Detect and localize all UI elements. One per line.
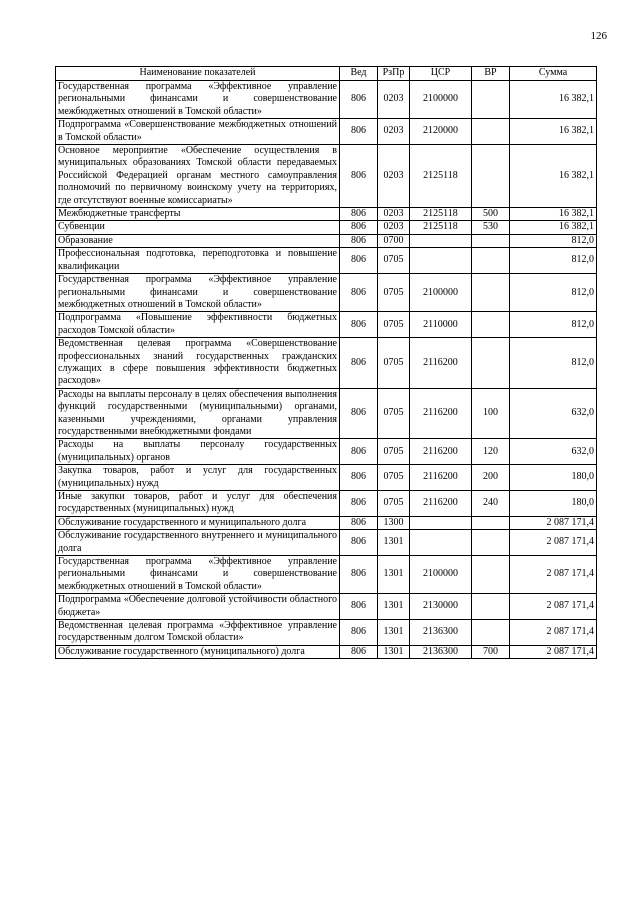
row-ved: 806 <box>340 312 378 338</box>
row-csr: 2116200 <box>410 439 472 465</box>
header-vr: ВР <box>472 67 510 81</box>
row-name: Обслуживание государственного (муниципального) долга <box>56 645 340 658</box>
table-row <box>56 388 597 439</box>
row-vr: 700 <box>472 645 510 658</box>
row-ved: 806 <box>340 465 378 491</box>
header-sum: Сумма <box>510 67 597 81</box>
row-csr: 2125118 <box>410 221 472 234</box>
row-csr: 2100000 <box>410 81 472 119</box>
row-rzpr: 0203 <box>378 145 410 208</box>
row-csr <box>410 516 472 529</box>
row-vr: 100 <box>472 388 510 439</box>
row-rzpr: 0203 <box>378 208 410 221</box>
row-vr <box>472 81 510 119</box>
table-row <box>56 620 597 646</box>
table-row <box>56 221 597 234</box>
row-name: Расходы на выплаты персоналу в целях обеспечения выполнения функций государственными (муниципальными) органами, казенными учреждениями, органами управления государственными внебюджетными фондами <box>56 388 340 439</box>
row-ved: 806 <box>340 81 378 119</box>
row-sum: 2 087 171,4 <box>510 620 597 646</box>
row-name: Обслуживание государственного и муниципального долга <box>56 516 340 529</box>
row-csr: 2116200 <box>410 465 472 491</box>
row-vr <box>472 620 510 646</box>
table-row <box>56 145 597 208</box>
table-row <box>56 81 597 119</box>
row-ved: 806 <box>340 645 378 658</box>
row-name: Подпрограмма «Обеспечение долговой устойчивости областного бюджета» <box>56 594 340 620</box>
row-ved: 806 <box>340 119 378 145</box>
row-csr: 2136300 <box>410 645 472 658</box>
row-rzpr: 0203 <box>378 81 410 119</box>
row-rzpr: 1301 <box>378 620 410 646</box>
page-number: 126 <box>590 30 607 42</box>
row-csr: 2116200 <box>410 388 472 439</box>
row-name: Государственная программа «Эффективное управление региональными финансами и совершенствование межбюджетных отношений в Томской области» <box>56 81 340 119</box>
table-row <box>56 119 597 145</box>
row-ved: 806 <box>340 491 378 517</box>
header-ved: Вед <box>340 67 378 81</box>
row-name: Образование <box>56 234 340 247</box>
table-row <box>56 248 597 274</box>
row-rzpr: 0705 <box>378 248 410 274</box>
row-csr: 2100000 <box>410 274 472 312</box>
row-name: Ведомственная целевая программа «Эффективное управление государственным долгом Томской области» <box>56 620 340 646</box>
row-sum: 812,0 <box>510 312 597 338</box>
table-row <box>56 491 597 517</box>
table-row <box>56 556 597 594</box>
row-rzpr: 0705 <box>378 439 410 465</box>
row-sum: 812,0 <box>510 338 597 389</box>
table-row <box>56 516 597 529</box>
table-row <box>56 312 597 338</box>
row-sum: 16 382,1 <box>510 208 597 221</box>
row-rzpr: 1301 <box>378 645 410 658</box>
row-vr: 530 <box>472 221 510 234</box>
row-rzpr: 1301 <box>378 530 410 556</box>
row-csr: 2116200 <box>410 338 472 389</box>
row-ved: 806 <box>340 556 378 594</box>
row-csr: 2125118 <box>410 145 472 208</box>
row-name: Закупка товаров, работ и услуг для государственных (муниципальных) нужд <box>56 465 340 491</box>
row-vr <box>472 145 510 208</box>
row-ved: 806 <box>340 248 378 274</box>
row-name: Подпрограмма «Повышение эффективности бюджетных расходов Томской области» <box>56 312 340 338</box>
row-csr: 2110000 <box>410 312 472 338</box>
table-row <box>56 208 597 221</box>
row-rzpr: 0705 <box>378 274 410 312</box>
row-name: Ведомственная целевая программа «Совершенствование профессиональных знаний государственных гражданских служащих в сфере повышения эффективности бюджетных расходов» <box>56 338 340 389</box>
row-rzpr: 0705 <box>378 491 410 517</box>
row-name: Основное мероприятие «Обеспечение осуществления в муниципальных образованиях Томской области передаваемых Российской Федерацией органам местного самоуправления полномочий по первичному воинскому учету на территориях, где отсутствуют военные комиссариаты» <box>56 145 340 208</box>
row-vr <box>472 274 510 312</box>
row-vr <box>472 338 510 389</box>
header-name: Наименование показателей <box>56 67 340 81</box>
row-name: Государственная программа «Эффективное управление региональными финансами и совершенствование межбюджетных отношений в Томской области» <box>56 274 340 312</box>
row-vr: 240 <box>472 491 510 517</box>
row-rzpr: 0705 <box>378 312 410 338</box>
row-ved: 806 <box>340 516 378 529</box>
row-ved: 806 <box>340 388 378 439</box>
row-sum: 632,0 <box>510 388 597 439</box>
row-sum: 812,0 <box>510 274 597 312</box>
row-sum: 16 382,1 <box>510 145 597 208</box>
row-rzpr: 1301 <box>378 594 410 620</box>
row-name: Обслуживание государственного внутреннего и муниципального долга <box>56 530 340 556</box>
row-vr <box>472 312 510 338</box>
row-csr: 2125118 <box>410 208 472 221</box>
row-vr <box>472 530 510 556</box>
row-sum: 2 087 171,4 <box>510 556 597 594</box>
row-sum: 180,0 <box>510 491 597 517</box>
row-rzpr: 1300 <box>378 516 410 529</box>
row-vr: 200 <box>472 465 510 491</box>
row-rzpr: 0203 <box>378 221 410 234</box>
row-vr <box>472 248 510 274</box>
row-rzpr: 0705 <box>378 338 410 389</box>
table-row <box>56 274 597 312</box>
row-ved: 806 <box>340 221 378 234</box>
row-sum: 2 087 171,4 <box>510 530 597 556</box>
row-csr: 2136300 <box>410 620 472 646</box>
row-sum: 812,0 <box>510 248 597 274</box>
row-vr <box>472 234 510 247</box>
row-rzpr: 0700 <box>378 234 410 247</box>
row-ved: 806 <box>340 145 378 208</box>
row-sum: 632,0 <box>510 439 597 465</box>
row-sum: 16 382,1 <box>510 119 597 145</box>
row-rzpr: 0705 <box>378 388 410 439</box>
row-csr: 2120000 <box>410 119 472 145</box>
budget-table <box>55 66 597 659</box>
row-name: Субвенции <box>56 221 340 234</box>
row-rzpr: 0203 <box>378 119 410 145</box>
row-sum: 180,0 <box>510 465 597 491</box>
row-csr: 2130000 <box>410 594 472 620</box>
row-sum: 2 087 171,4 <box>510 594 597 620</box>
row-ved: 806 <box>340 274 378 312</box>
row-ved: 806 <box>340 208 378 221</box>
table-row <box>56 234 597 247</box>
row-sum: 812,0 <box>510 234 597 247</box>
row-csr <box>410 234 472 247</box>
row-sum: 16 382,1 <box>510 81 597 119</box>
row-ved: 806 <box>340 338 378 389</box>
table-row <box>56 338 597 389</box>
row-csr: 2100000 <box>410 556 472 594</box>
row-name: Расходы на выплаты персоналу государственных (муниципальных) органов <box>56 439 340 465</box>
row-csr <box>410 530 472 556</box>
table-header-row <box>56 67 597 81</box>
row-name: Профессиональная подготовка, переподготовка и повышение квалификации <box>56 248 340 274</box>
row-ved: 806 <box>340 234 378 247</box>
row-vr: 500 <box>472 208 510 221</box>
row-sum: 2 087 171,4 <box>510 516 597 529</box>
row-name: Межбюджетные трансферты <box>56 208 340 221</box>
header-rzpr: РзПр <box>378 67 410 81</box>
row-ved: 806 <box>340 530 378 556</box>
row-rzpr: 0705 <box>378 465 410 491</box>
row-vr <box>472 516 510 529</box>
row-ved: 806 <box>340 620 378 646</box>
table-row <box>56 594 597 620</box>
table-row <box>56 439 597 465</box>
row-name: Подпрограмма «Совершенствование межбюджетных отношений в Томской области» <box>56 119 340 145</box>
row-ved: 806 <box>340 439 378 465</box>
row-sum: 16 382,1 <box>510 221 597 234</box>
row-vr <box>472 594 510 620</box>
row-vr <box>472 556 510 594</box>
row-sum: 2 087 171,4 <box>510 645 597 658</box>
row-csr <box>410 248 472 274</box>
row-name: Государственная программа «Эффективное управление региональными финансами и совершенствование межбюджетных отношений в Томской области» <box>56 556 340 594</box>
row-rzpr: 1301 <box>378 556 410 594</box>
row-csr: 2116200 <box>410 491 472 517</box>
table-row <box>56 645 597 658</box>
table-row <box>56 530 597 556</box>
row-vr <box>472 119 510 145</box>
table-row <box>56 465 597 491</box>
row-name: Иные закупки товаров, работ и услуг для обеспечения государственных (муниципальных) нужд <box>56 491 340 517</box>
row-vr: 120 <box>472 439 510 465</box>
row-ved: 806 <box>340 594 378 620</box>
header-csr: ЦСР <box>410 67 472 81</box>
